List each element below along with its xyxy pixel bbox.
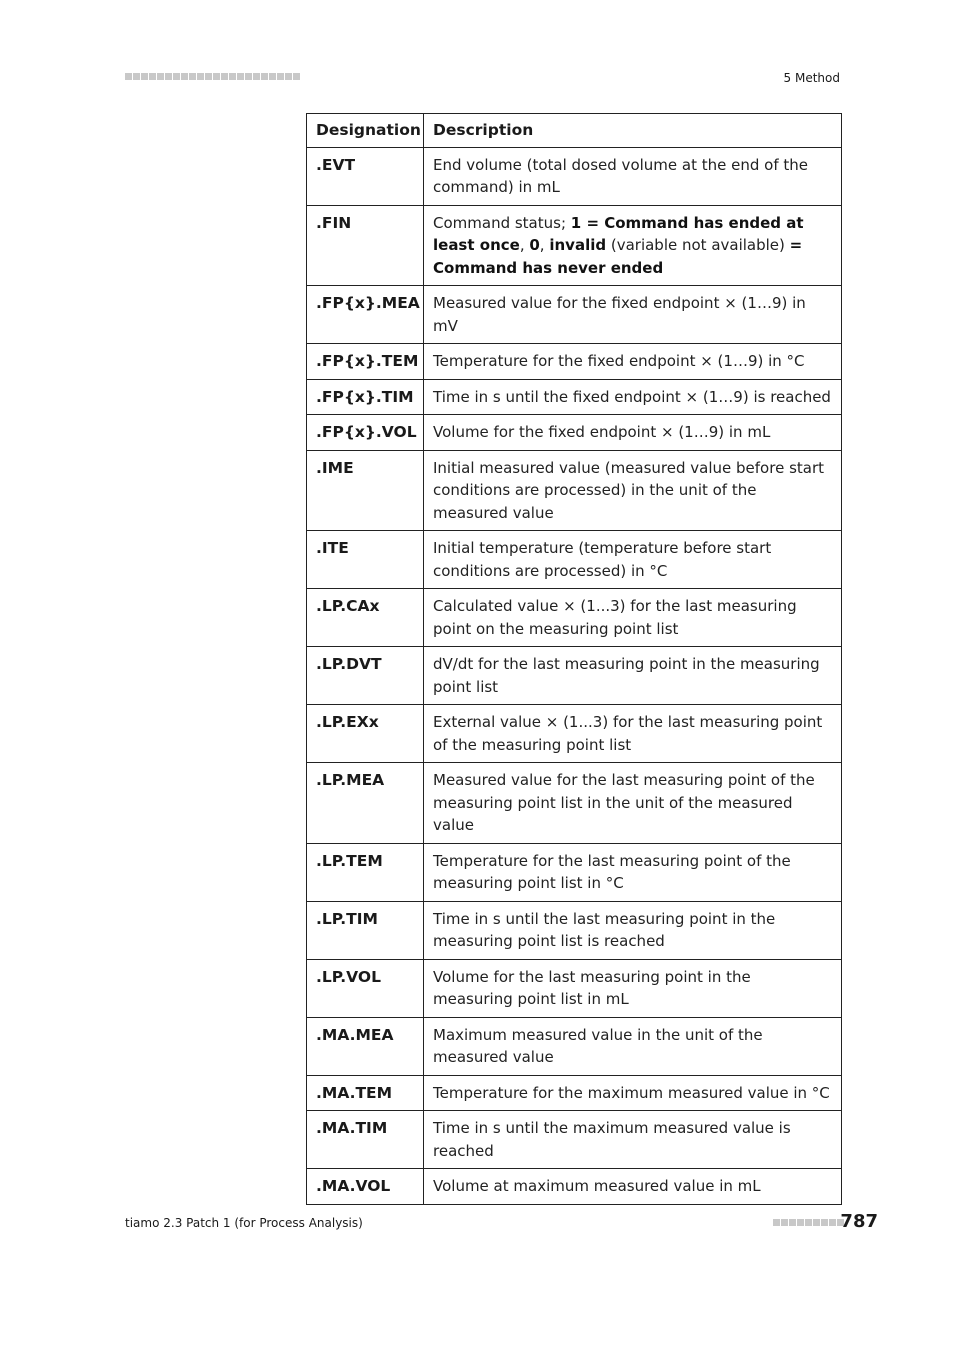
designation-cell: .FP{x}.TEM: [307, 344, 424, 380]
decoration-square: [213, 73, 220, 80]
decoration-square: [157, 73, 164, 80]
decoration-square: [125, 73, 132, 80]
description-cell: End volume (total dosed volume at the end of the command) in mL: [424, 147, 842, 205]
description-fragment: ,: [539, 236, 550, 254]
decoration-square: [237, 73, 244, 80]
table-row: [307, 1169, 842, 1205]
designation-cell: .IME: [307, 450, 424, 531]
decoration-square: [221, 73, 228, 80]
table-row: [307, 647, 842, 705]
table-row: [307, 843, 842, 901]
designation-cell: .ITE: [307, 531, 424, 589]
table-row: [307, 763, 842, 844]
designation-cell: .FIN: [307, 205, 424, 286]
page-number: 787: [840, 1211, 878, 1232]
designation-cell: .LP.CAx: [307, 589, 424, 647]
designation-cell: .LP.DVT: [307, 647, 424, 705]
designation-cell: .LP.VOL: [307, 959, 424, 1017]
description-cell: Volume for the last measuring point in the measuring point list in mL: [424, 959, 842, 1017]
description-cell: Maximum measured value in the unit of the measured value: [424, 1017, 842, 1075]
table-row: [307, 147, 842, 205]
table-row: [307, 901, 842, 959]
decoration-square: [253, 73, 260, 80]
decoration-square: [789, 1219, 796, 1226]
designation-cell: .LP.EXx: [307, 705, 424, 763]
decoration-square: [781, 1219, 788, 1226]
designation-cell: .FP{x}.MEA: [307, 286, 424, 344]
column-header-designation: Designation: [307, 114, 424, 148]
decoration-square: [181, 73, 188, 80]
table-row: [307, 379, 842, 415]
column-header-description: Description: [424, 114, 842, 148]
description-cell: Time in s until the fixed endpoint × (1…9) is reached: [424, 379, 842, 415]
description-cell: Time in s until the maximum measured value is reached: [424, 1111, 842, 1169]
decoration-square: [141, 73, 148, 80]
description-cell: Measured value for the last measuring point of the measuring point list in the unit of the measured value: [424, 763, 842, 844]
footer-product: tiamo 2.3 Patch 1 (for Process Analysis): [125, 1216, 363, 1230]
table-row: [307, 450, 842, 531]
decoration-square: [197, 73, 204, 80]
decoration-square: [261, 73, 268, 80]
description-fragment: 0: [529, 236, 540, 254]
table-row: [307, 589, 842, 647]
footer-decoration: [773, 1219, 844, 1226]
decoration-square: [813, 1219, 820, 1226]
description-cell: Temperature for the maximum measured value in °C: [424, 1075, 842, 1111]
decoration-square: [165, 73, 172, 80]
designation-cell: .LP.TEM: [307, 843, 424, 901]
description-cell: External value × (1...3) for the last measuring point of the measuring point list: [424, 705, 842, 763]
decoration-square: [821, 1219, 828, 1226]
description-cell: Calculated value × (1...3) for the last measuring point on the measuring point list: [424, 589, 842, 647]
designation-cell: .FP{x}.TIM: [307, 379, 424, 415]
description-cell: Initial temperature (temperature before start conditions are processed) in °C: [424, 531, 842, 589]
table-row: [307, 531, 842, 589]
designation-cell: .MA.TIM: [307, 1111, 424, 1169]
table-row: [307, 415, 842, 451]
description-cell: Measured value for the fixed endpoint × (1…9) in mV: [424, 286, 842, 344]
decoration-square: [805, 1219, 812, 1226]
decoration-square: [829, 1219, 836, 1226]
table-row: [307, 1111, 842, 1169]
designation-cell: .LP.MEA: [307, 763, 424, 844]
description-cell: [424, 205, 842, 286]
designation-cell: .MA.TEM: [307, 1075, 424, 1111]
decoration-square: [285, 73, 292, 80]
description-cell: Temperature for the fixed endpoint × (1…9) in °C: [424, 344, 842, 380]
decoration-square: [773, 1219, 780, 1226]
decoration-square: [229, 73, 236, 80]
description-cell: Temperature for the last measuring point of the measuring point list in °C: [424, 843, 842, 901]
table-row: [307, 344, 842, 380]
decoration-square: [277, 73, 284, 80]
header-decoration: [125, 73, 300, 80]
description-fragment: = Command has never ended: [433, 236, 803, 277]
description-cell: Time in s until the last measuring point in the measuring point list is reached: [424, 901, 842, 959]
decoration-square: [189, 73, 196, 80]
description-cell: Initial measured value (measured value before start conditions are processed) in the unit of the measured value: [424, 450, 842, 531]
table-row: [307, 1075, 842, 1111]
description-cell: Volume at maximum measured value in mL: [424, 1169, 842, 1205]
table-row: [307, 205, 842, 286]
chapter-label: 5 Method: [783, 71, 840, 85]
decoration-square: [205, 73, 212, 80]
description-cell: dV/dt for the last measuring point in the measuring point list: [424, 647, 842, 705]
table-header-row: [307, 114, 842, 148]
table-row: [307, 1017, 842, 1075]
decoration-square: [293, 73, 300, 80]
description-fragment: (variable not available): [606, 236, 790, 254]
variables-table: [306, 113, 842, 1205]
table-row: [307, 959, 842, 1017]
table-row: [307, 705, 842, 763]
description-fragment: Command status;: [433, 213, 571, 232]
description-fragment: 1 = Command has ended at least once: [433, 213, 804, 254]
table-row: [307, 286, 842, 344]
decoration-square: [269, 73, 276, 80]
description-fragment: ,: [519, 236, 530, 254]
description-cell: Volume for the fixed endpoint × (1…9) in mL: [424, 415, 842, 451]
designation-cell: .FP{x}.VOL: [307, 415, 424, 451]
designation-cell: .EVT: [307, 147, 424, 205]
decoration-square: [245, 73, 252, 80]
decoration-square: [173, 73, 180, 80]
designation-cell: .MA.MEA: [307, 1017, 424, 1075]
decoration-square: [149, 73, 156, 80]
designation-cell: .MA.VOL: [307, 1169, 424, 1205]
decoration-square: [133, 73, 140, 80]
designation-cell: .LP.TIM: [307, 901, 424, 959]
decoration-square: [797, 1219, 804, 1226]
table-body: [307, 147, 842, 1204]
description-fragment: invalid: [549, 236, 607, 254]
